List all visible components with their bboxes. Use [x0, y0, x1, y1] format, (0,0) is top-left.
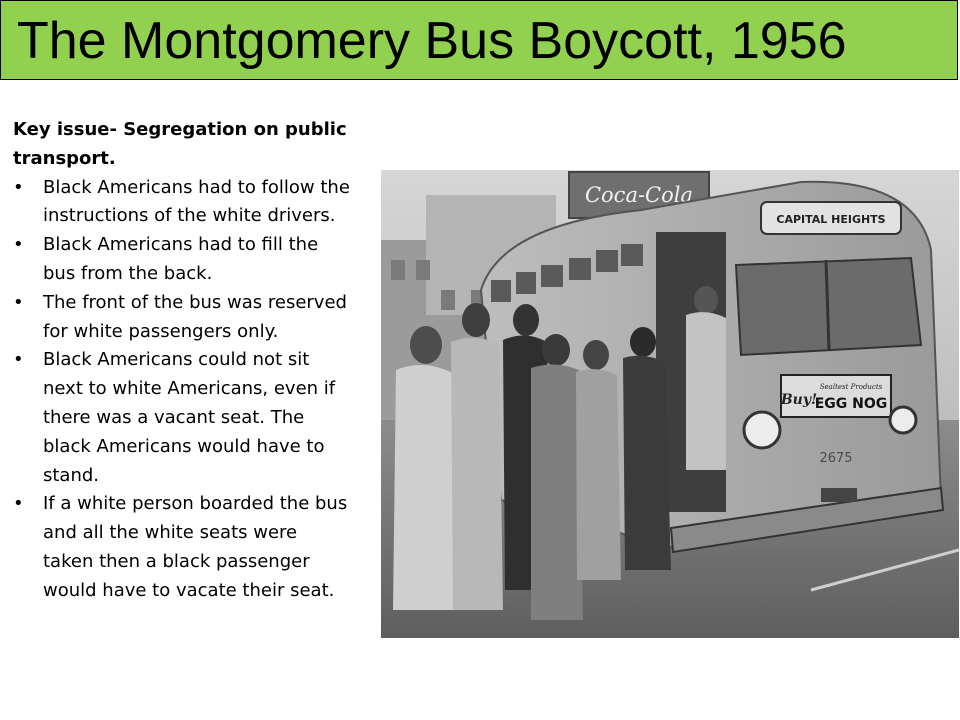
bullet-text: The front of the bus was reserved for white passengers only.: [43, 291, 347, 342]
bus-photo: [381, 170, 959, 638]
coca-cola-sign-text: Coca-Cola: [584, 183, 694, 207]
bullet-text: Black Americans had to fill the bus from the back.: [43, 234, 319, 284]
destination-sign-text: CAPITAL HEIGHTS: [776, 213, 886, 226]
ad-product-text: EGG NOG: [814, 396, 888, 412]
content-text: [13, 116, 353, 606]
headlight-left: [744, 412, 780, 448]
list-item: [13, 174, 353, 232]
ad-buy-text: Buy!: [780, 392, 818, 408]
bus-number-text: 2675: [819, 451, 853, 466]
title-bar: [0, 0, 958, 80]
bullet-icon: •: [13, 234, 24, 256]
bullet-icon: •: [13, 349, 24, 371]
bullet-text: If a white person boarded the bus and all the white seats were taken then a black passenger would have to vacate their seat.: [43, 493, 348, 601]
headlight-right: [890, 407, 916, 433]
list-item: [13, 346, 353, 490]
list-item: [13, 289, 353, 347]
bullet-list: [13, 174, 353, 606]
bullet-text: Black Americans had to follow the instructions of the white drivers.: [43, 176, 350, 227]
slide-title: The Montgomery Bus Boycott, 1956: [17, 12, 847, 70]
ad-brand-text: Sealtest Products: [819, 383, 883, 391]
key-issue-heading: Key issue- Segregation on public transport.: [13, 119, 347, 169]
bullet-icon: •: [13, 291, 24, 313]
bullet-text: Black Americans could not sit next to white Americans, even if there was a vacant seat. The black Americans would have to stand.: [43, 349, 336, 486]
list-item: [13, 231, 353, 289]
list-item: [13, 490, 353, 605]
bullet-icon: •: [13, 176, 24, 198]
bullet-icon: •: [13, 493, 24, 515]
